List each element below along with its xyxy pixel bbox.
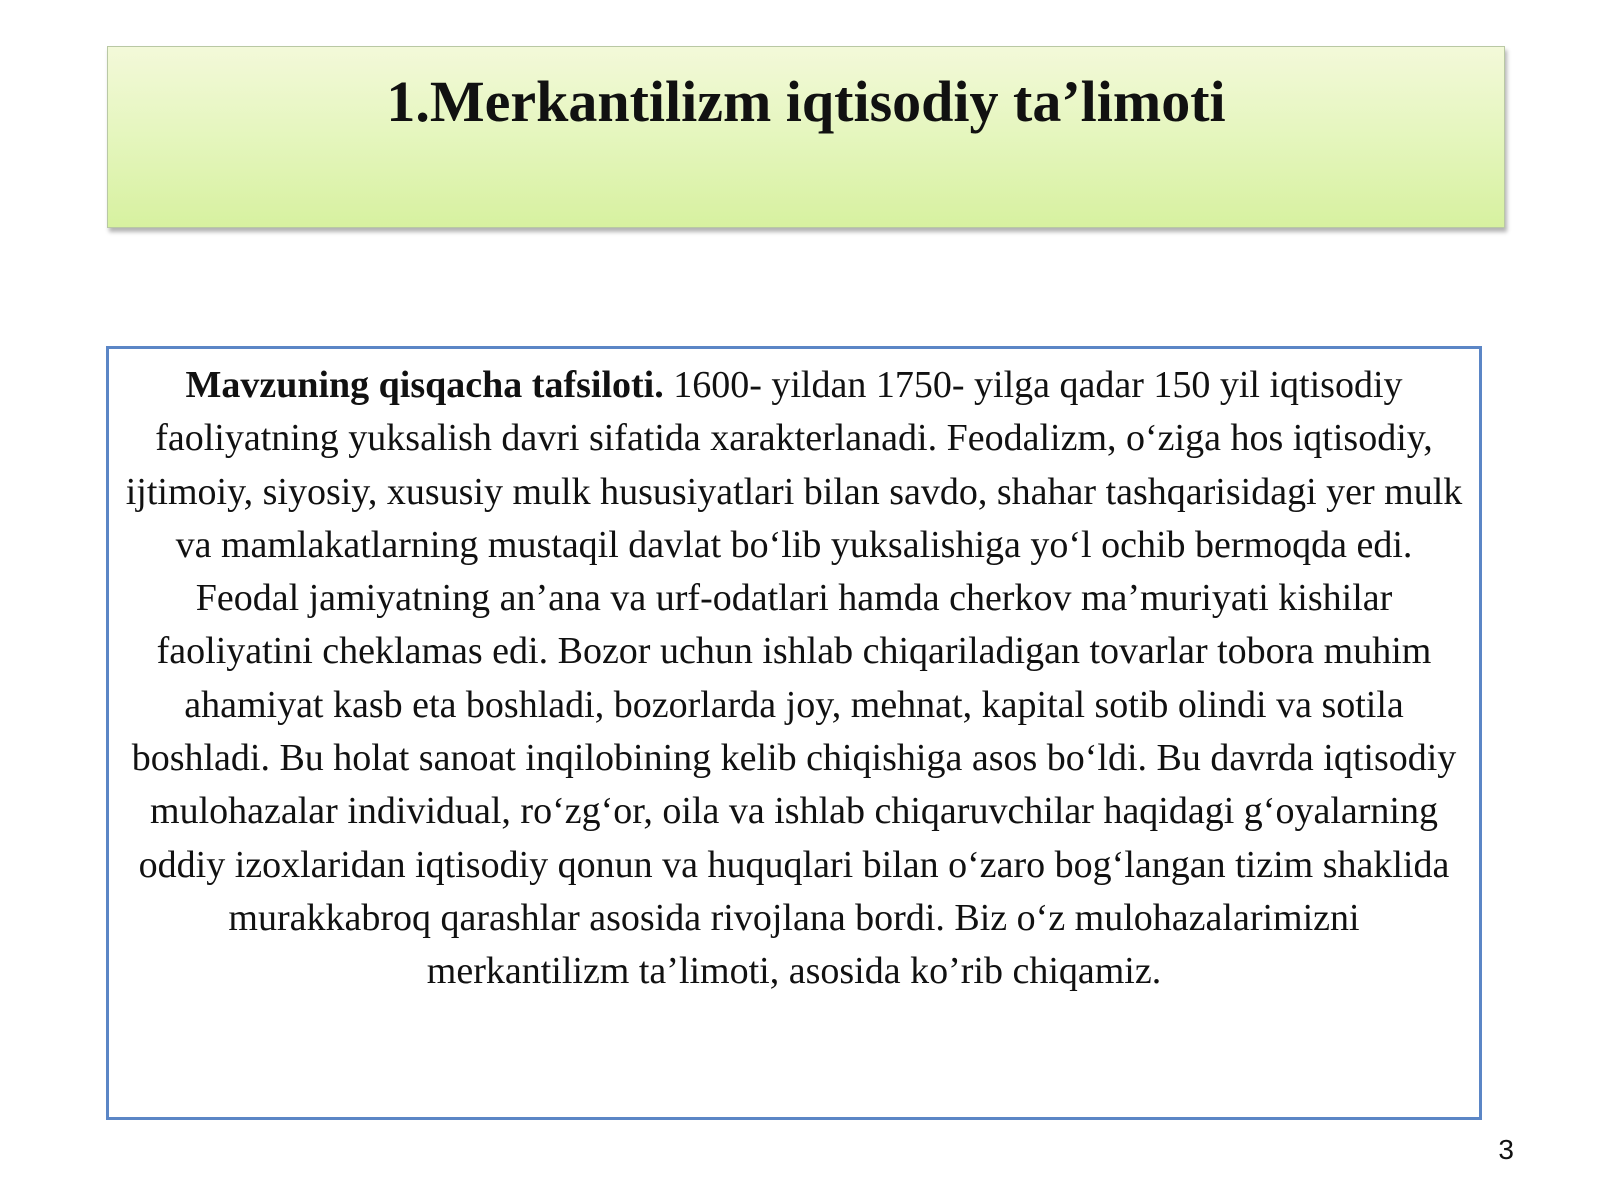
summary-box xyxy=(106,346,1482,1120)
summary-lead: Mavzuning qisqacha tafsiloti. xyxy=(185,364,664,406)
summary-text: 1600- yildan 1750- yilga qadar 150 yil iqtisodiy faoliyatning yuksalish davri sifatida xarakterlanadi. Feodalizm, o‘ziga hos iqtisodiy, ijtimoiy, siyosiy, xususiy mulk hususiyatlari bilan savdo, shahar tashqarisidagi yer mulk va mamlakatlarning mustaqil davlat bo‘lib yuksalishiga yo‘l ochib bermoqda edi. Feodal jamiyatning an’ana va urf-odatlari hamda cherkov ma’muriyati kishilar faoliyatini cheklamas edi. Bozor uchun ishlab chiqariladigan tovarlar tobora muhim ahamiyat kasb eta boshladi, bozorlarda joy, mehnat, kapital sotib olindi va sotila boshladi. Bu holat sanoat inqilobining kelib chiqishiga asos bo‘ldi. Bu davrda iqtisodiy mulohazalar individual, ro‘zg‘or, oila va ishlab chiqaruvchilar haqidagi g‘oyalarning oddiy izoxlaridan iqtisodiy qonun va huquqlari bilan o‘zaro bog‘langan tizim shaklida murakkabroq qarashlar asosida rivojlana bordi. Biz o‘z mulohazalarimizni merkantilizm ta’limoti, asosida ko’rib chiqamiz. xyxy=(125,364,1463,993)
summary-paragraph xyxy=(123,359,1465,999)
page-number: 3 xyxy=(1498,1134,1514,1165)
slide-title: 1.Merkantilizm iqtisodiy ta’limoti xyxy=(386,69,1226,134)
title-box xyxy=(107,46,1505,228)
